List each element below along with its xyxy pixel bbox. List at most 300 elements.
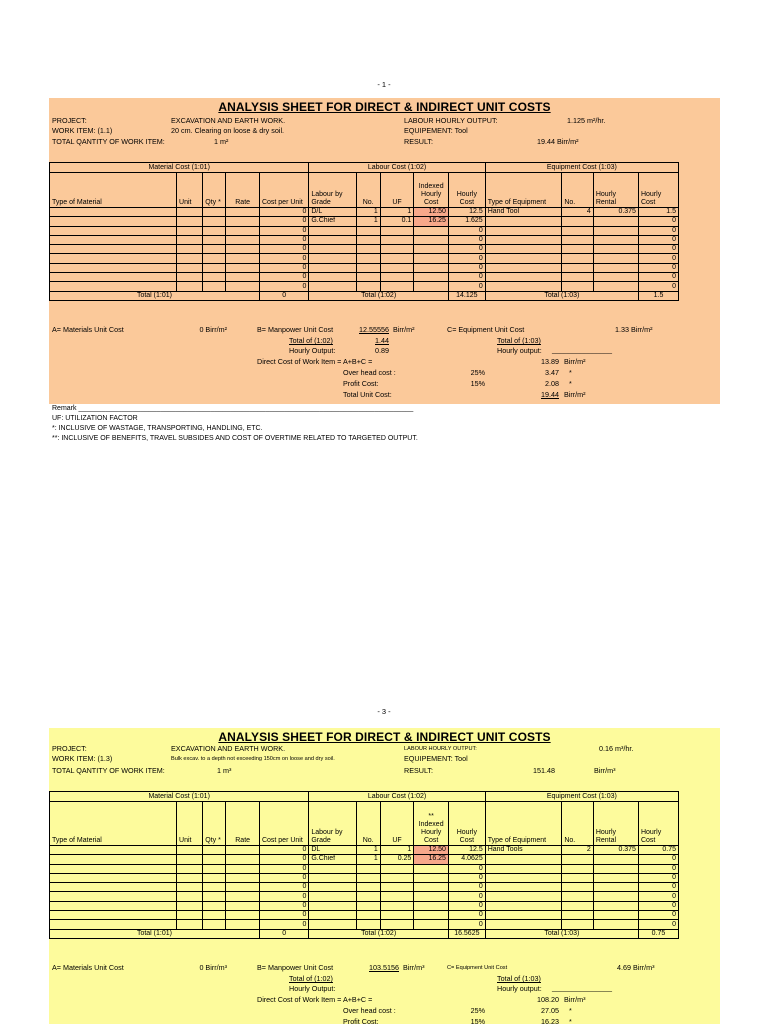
material-unit-cell [177,846,203,855]
overhead-mark: * [569,1006,572,1015]
table-row [50,235,679,244]
labour-hourly-cost-cell: 0 [448,254,485,263]
equipment-rental-cell [593,911,638,920]
equipment-hourly-cost-cell: 0 [638,892,678,901]
material-type-cell [50,217,177,226]
material-unit-cell [177,245,203,254]
material-qty-cell [203,883,226,892]
manpower-unit-cost-unit: Birr/m² [393,325,415,334]
result-label: RESULT: [404,766,434,775]
material-cost-per-unit-cell: 0 [259,254,308,263]
material-cost-per-unit-cell: 0 [259,901,308,910]
equipment-hourly-cost-cell: 0 [638,883,678,892]
sheet-title: ANALYSIS SHEET FOR DIRECT & INDIRECT UNIT COSTS [218,100,551,114]
equipment-hourly-cost-cell: 0 [638,226,678,235]
material-rate-cell [226,226,260,235]
col-header: No. [356,173,380,208]
labour-no-cell [356,273,380,282]
overhead-percent: 25% [470,368,485,377]
material-type-cell [50,901,177,910]
profit-label: Profit Cost: [343,1017,379,1026]
table-row [50,282,679,291]
material-type-cell [50,273,177,282]
equipment-type-cell [485,892,562,901]
remark-uf: UF: UTILIZATION FACTOR [52,415,138,422]
labour-no-cell [356,883,380,892]
col-header: Unit [177,173,203,208]
col-header: Hourly Cost [638,173,678,208]
material-cost-per-unit-cell: 0 [259,208,308,217]
total-unit-cost-value: 19.44 [541,390,559,399]
col-header: Hourly Cost [638,802,678,846]
material-unit-cell [177,235,203,244]
material-type-cell [50,263,177,272]
labour-no-cell [356,254,380,263]
material-unit-cell [177,208,203,217]
material-unit-cell [177,855,203,864]
material-cost-per-unit-cell: 0 [259,855,308,864]
material-qty-cell [203,226,226,235]
material-cost-per-unit-cell: 0 [259,846,308,855]
profit-label: Profit Cost: [343,379,379,388]
labour-grade-cell: DL [309,846,356,855]
material-rate-cell [226,901,260,910]
material-qty-cell [203,864,226,873]
material-type-cell [50,920,177,929]
labour-no-cell [356,920,380,929]
labour-no-cell [356,245,380,254]
material-rate-cell [226,273,260,282]
material-unit-cell [177,883,203,892]
labour-hourly-cost-cell: 1.625 [448,217,485,226]
material-rate-cell [226,208,260,217]
equipment-type-cell [485,873,562,882]
material-type-cell [50,846,177,855]
direct-cost-unit: Birr/m² [564,357,586,366]
remark-double-star: **: INCLUSIVE OF BENEFITS, TRAVEL SUBSIDES AND COST OF OVERTIME RELATED TO TARGETED OUTPUT. [52,435,418,442]
material-unit-cell [177,263,203,272]
col-header: Type of Equipment [485,802,562,846]
table-row [50,208,679,217]
labour-uf-cell [380,911,414,920]
materials-unit-cost-value: 0 Birr/m² [199,325,227,334]
labour-no-cell [356,864,380,873]
labour-total-label: Total (1:02) [309,291,449,300]
labour-indexed-cost-cell [414,901,449,910]
material-rate-cell [226,245,260,254]
material-qty-cell [203,920,226,929]
equipment-no-cell [562,217,593,226]
col-header: Cost per Unit [259,173,308,208]
col-header: Qty * [203,173,226,208]
labour-uf-cell [380,864,414,873]
labour-grade-cell [309,273,356,282]
work-item-value: 20 cm. Clearing on loose & dry soil. [171,126,285,135]
material-unit-cell [177,920,203,929]
material-qty-cell [203,846,226,855]
labour-total-ref-label: Total of (1:02) [289,336,333,345]
material-rate-cell [226,282,260,291]
material-cost-per-unit-cell: 0 [259,883,308,892]
labour-indexed-cost-cell: 12.50 [414,208,449,217]
equipment-rental-cell [593,901,638,910]
remark-star: *: INCLUSIVE OF WASTAGE, TRANSPORTING, HANDLING, ETC. [52,425,263,432]
col-header: Hourly Cost [448,802,485,846]
labour-cost-header: Labour Cost (1:02) [309,163,485,173]
labour-uf-cell [380,254,414,263]
labour-hourly-cost-cell: 12.5 [448,208,485,217]
labour-total-ref-value: 1.44 [375,336,389,345]
equipment-no-cell [562,263,593,272]
labour-grade-cell [309,892,356,901]
material-rate-cell [226,892,260,901]
table-row [50,911,679,920]
labour-no-cell [356,282,380,291]
labour-uf-cell [380,226,414,235]
manpower-unit-cost-label: B= Manpower Unit Cost [257,963,334,972]
equipment-rental-cell [593,273,638,282]
project-value: EXCAVATION AND EARTH WORK. [171,744,286,753]
total-unit-cost-label: Total Unit Cost: [343,390,392,399]
col-header-text: Indexed Hourly Cost [418,821,444,844]
labour-uf-cell: 0.1 [380,217,414,226]
equipment-no-cell: 4 [562,208,593,217]
table-row [50,217,679,226]
project-label: PROJECT: [52,744,87,753]
col-header: UF [380,802,414,846]
material-unit-cell [177,892,203,901]
col-header: No. [356,802,380,846]
labour-indexed-cost-cell: 12.50 [414,846,449,855]
equipment-rental-cell [593,864,638,873]
labour-grade-cell: G.Chief [309,855,356,864]
material-unit-cell [177,911,203,920]
material-unit-cell [177,873,203,882]
table-row [50,892,679,901]
equipment-no-cell [562,273,593,282]
quantity-value: 1 m² [214,137,229,146]
labour-grade-cell [309,282,356,291]
col-header: UF [380,173,414,208]
labour-indexed-cost-cell [414,235,449,244]
material-rate-cell [226,864,260,873]
work-item-value: Bulk excav. to a depth not exceeding 150cm on loose and dry soil. [171,756,335,762]
labour-hourly-cost-cell: 0 [448,920,485,929]
material-unit-cell [177,864,203,873]
table-row [50,901,679,910]
material-type-cell [50,254,177,263]
direct-cost-value: 13.89 [541,357,559,366]
equipment-type-cell [485,920,562,929]
equipment-no-cell [562,235,593,244]
material-cost-per-unit-cell: 0 [259,282,308,291]
labour-grade-cell [309,245,356,254]
labour-grade-cell [309,873,356,882]
equipment-label: EQUIPEMENT: Tool [404,754,468,763]
labour-no-cell: 1 [356,217,380,226]
overhead-percent: 25% [470,1006,485,1015]
manpower-unit-cost-label: B= Manpower Unit Cost [257,325,334,334]
labour-indexed-cost-cell [414,282,449,291]
overhead-label: Over head cost : [343,368,396,377]
material-cost-per-unit-cell: 0 [259,873,308,882]
materials-unit-cost-value: 0 Birr/m³ [199,963,227,972]
labour-hourly-cost-cell: 0 [448,864,485,873]
page-number: - 3 - [377,707,391,716]
labour-hourly-cost-cell: 0 [448,911,485,920]
equipment-type-cell [485,911,562,920]
labour-uf-cell [380,892,414,901]
material-rate-cell [226,883,260,892]
equipment-no-cell [562,892,593,901]
labour-indexed-cost-cell: 16.25 [414,855,449,864]
equipment-rental-cell: 0.375 [593,846,638,855]
equipment-hourly-cost-cell: 0 [638,911,678,920]
labour-uf-cell [380,920,414,929]
labour-uf-cell [380,901,414,910]
equipment-hourly-cost-cell: 0 [638,273,678,282]
equipment-no-cell: 2 [562,846,593,855]
overhead-label: Over head cost : [343,1006,396,1015]
equipment-no-cell [562,901,593,910]
equipment-hourly-output-label: Hourly output: [497,346,542,355]
result-value: 19.44 Birr/m² [537,137,579,146]
labour-uf-cell [380,273,414,282]
equipment-hourly-cost-cell: 0 [638,920,678,929]
labour-hourly-output-value: 0.89 [375,346,389,355]
col-header [414,802,449,846]
equipment-unit-cost-label: C= Equipment Unit Cost [447,965,508,971]
equipment-type-cell [485,245,562,254]
col-header: Indexed Hourly Cost [414,173,449,208]
direct-cost-label: Direct Cost of Work Item = A+B+C = [257,995,373,1004]
material-total-value: 0 [259,929,308,938]
labour-indexed-cost-cell [414,263,449,272]
direct-cost-value: 108.20 [537,995,559,1004]
equipment-type-cell [485,282,562,291]
material-rate-cell [226,873,260,882]
cost-table [49,791,679,939]
equipment-hourly-cost-cell: 0.75 [638,846,678,855]
equipment-hourly-cost-cell: 0 [638,873,678,882]
material-cost-per-unit-cell: 0 [259,892,308,901]
table-row [50,920,679,929]
material-qty-cell [203,892,226,901]
labour-no-cell [356,263,380,272]
table-row [50,864,679,873]
material-unit-cell [177,901,203,910]
material-rate-cell [226,235,260,244]
profit-percent: 15% [470,379,485,388]
material-rate-cell [226,254,260,263]
equipment-hourly-cost-cell: 1.5 [638,208,678,217]
profit-percent: 15% [470,1017,485,1026]
labour-no-cell [356,911,380,920]
equipment-unit-cost-value: 1.33 Birr/m² [615,325,653,334]
material-type-cell [50,245,177,254]
table-row [50,846,679,855]
equipment-total-ref-label: Total of (1:03) [497,336,541,345]
equipment-type-cell: Hand Tools [485,846,562,855]
equipment-hourly-cost-cell: 0 [638,864,678,873]
total-unit-cost-unit: Birr/m² [564,390,586,399]
labour-indexed-cost-cell [414,892,449,901]
labour-indexed-cost-cell [414,254,449,263]
equipment-unit-cost-value: 4.69 Birr/m³ [617,963,655,972]
equipment-rental-cell [593,920,638,929]
work-item-label: WORK ITEM: (1.1) [52,126,113,135]
manpower-unit-cost-unit: Birr/m³ [403,963,425,972]
profit-mark: * [569,1017,572,1026]
material-unit-cell [177,273,203,282]
labour-grade-cell [309,226,356,235]
labour-indexed-cost-cell [414,245,449,254]
equipment-type-cell [485,901,562,910]
material-qty-cell [203,263,226,272]
labour-uf-cell: 0.25 [380,855,414,864]
labour-grade-cell [309,883,356,892]
labour-grade-cell [309,911,356,920]
equipment-hourly-cost-cell: 0 [638,263,678,272]
materials-unit-cost-label: A= Materials Unit Cost [52,963,124,972]
equipment-type-cell [485,226,562,235]
labour-uf-cell [380,873,414,882]
material-type-cell [50,892,177,901]
col-header: Cost per Unit [259,802,308,846]
equipment-cost-header: Equipment Cost (1:03) [485,163,678,173]
labour-total-label: Total (1:02) [309,929,449,938]
col-header: Unit [177,802,203,846]
labour-indexed-cost-cell [414,920,449,929]
equipment-no-cell [562,911,593,920]
labour-no-cell [356,226,380,235]
overhead-mark: * [569,368,572,377]
labour-hourly-cost-cell: 0 [448,873,485,882]
equipment-hourly-cost-cell: 0 [638,254,678,263]
labour-uf-cell: 1 [380,208,414,217]
result-value: 151.48 [533,766,555,775]
equipment-hourly-cost-cell: 0 [638,901,678,910]
page-number: - 1 - [377,80,391,89]
result-label: RESULT: [404,137,434,146]
equipment-hourly-output-label: Hourly output: [497,984,542,993]
equipment-rental-cell [593,217,638,226]
material-total-label: Total (1:01) [50,291,260,300]
material-type-cell [50,226,177,235]
equipment-cost-header: Equipment Cost (1:03) [485,792,678,802]
labour-no-cell [356,235,380,244]
material-rate-cell [226,217,260,226]
material-total-value: 0 [259,291,308,300]
labour-uf-cell: 1 [380,846,414,855]
labour-indexed-cost-cell [414,911,449,920]
equipment-rental-cell [593,226,638,235]
material-qty-cell [203,245,226,254]
equipment-total-label: Total (1:03) [485,291,638,300]
labour-grade-cell: D/L [309,208,356,217]
equipment-label: EQUIPEMENT: Tool [404,126,468,135]
labour-output-label: LABOUR HOURLY OUTPUT: [404,746,477,752]
labour-hourly-cost-cell: 4.0625 [448,855,485,864]
equipment-hourly-output-blank: _______________ [552,345,612,354]
equipment-rental-cell [593,254,638,263]
material-cost-per-unit-cell: 0 [259,920,308,929]
labour-grade-cell [309,254,356,263]
quantity-value: 1 m³ [217,766,232,775]
material-type-cell [50,911,177,920]
col-header: Rate [226,173,260,208]
material-rate-cell [226,846,260,855]
equipment-type-cell: Hand Tool [485,208,562,217]
material-qty-cell [203,273,226,282]
labour-total-value: 16.5625 [448,929,485,938]
labour-no-cell: 1 [356,208,380,217]
equipment-unit-cost-label: C= Equipment Unit Cost [447,325,525,334]
labour-grade-cell: G.Chief [309,217,356,226]
material-type-cell [50,864,177,873]
col-header: Rate [226,802,260,846]
labour-uf-cell [380,235,414,244]
direct-cost-label: Direct Cost of Work Item = A+B+C = [257,357,373,366]
equipment-type-cell [485,217,562,226]
material-type-cell [50,208,177,217]
equipment-rental-cell [593,263,638,272]
equipment-rental-cell: 0.375 [593,208,638,217]
material-cost-per-unit-cell: 0 [259,273,308,282]
indexed-marker: ** [428,813,434,820]
equipment-total-value: 1.5 [638,291,678,300]
equipment-rental-cell [593,245,638,254]
material-qty-cell [203,873,226,882]
col-header: Type of Equipment [485,173,562,208]
equipment-rental-cell [593,235,638,244]
material-qty-cell [203,217,226,226]
table-row [50,883,679,892]
material-qty-cell [203,911,226,920]
material-type-cell [50,855,177,864]
profit-mark: * [569,379,572,388]
table-row [50,273,679,282]
labour-uf-cell [380,245,414,254]
material-unit-cell [177,226,203,235]
cost-table [49,162,679,301]
equipment-no-cell [562,864,593,873]
col-header: Hourly Rental [593,802,638,846]
equipment-type-cell [485,263,562,272]
equipment-type-cell [485,235,562,244]
equipment-rental-cell [593,855,638,864]
col-header: Hourly Rental [593,173,638,208]
quantity-label: TOTAL QANTITY OF WORK ITEM: [52,137,165,146]
labour-hourly-cost-cell: 0 [448,883,485,892]
table-row [50,263,679,272]
col-header: Hourly Cost [448,173,485,208]
labour-no-cell [356,873,380,882]
material-type-cell [50,235,177,244]
table-row [50,226,679,235]
result-unit: Birr/m³ [594,766,616,775]
table-row [50,873,679,882]
analysis-sheet-2 [49,728,720,1024]
labour-grade-cell [309,864,356,873]
overhead-value: 3.47 [545,368,559,377]
labour-total-ref-label: Total of (1:02) [289,974,333,983]
equipment-hourly-cost-cell: 0 [638,855,678,864]
labour-hourly-cost-cell: 0 [448,282,485,291]
equipment-no-cell [562,883,593,892]
equipment-total-label: Total (1:03) [485,929,638,938]
material-qty-cell [203,208,226,217]
